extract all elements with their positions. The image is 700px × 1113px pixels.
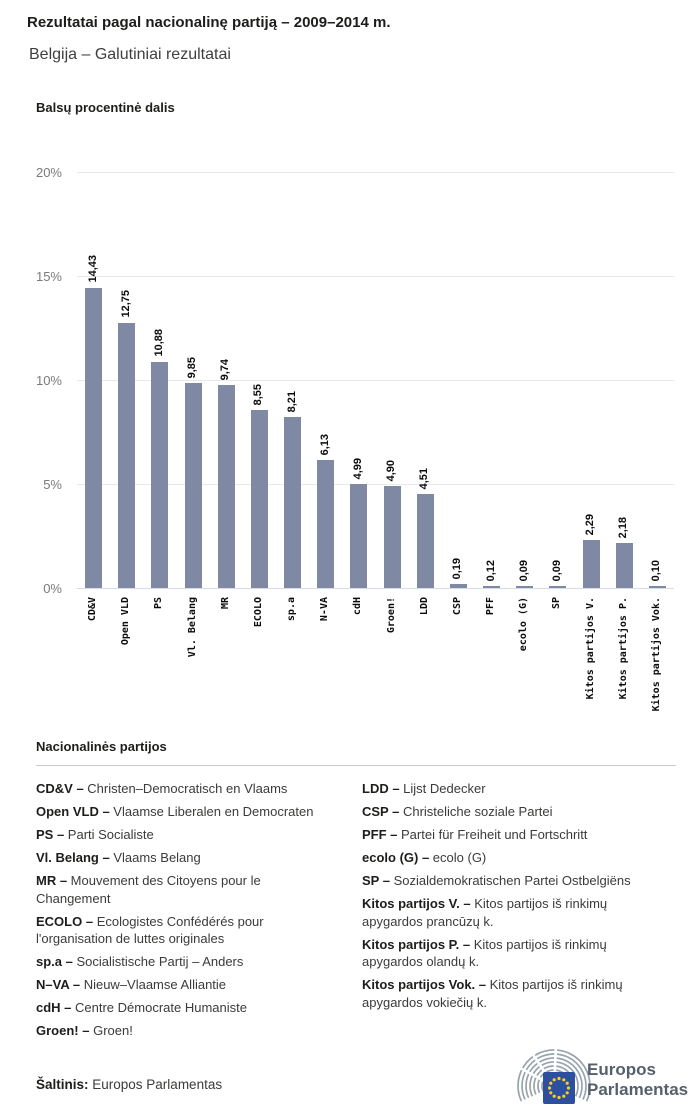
source-value: Europos Parlamentas [88,1077,223,1092]
plot-area [77,150,674,589]
bar[interactable] [185,383,202,588]
x-category-label: Groen! [385,597,397,634]
bar[interactable] [151,362,168,588]
source-label: Šaltinis: [36,1077,89,1092]
page-subtitle: Belgija – Galutiniai rezultatai [29,46,231,63]
x-category-label: Kitos partijos P. [617,597,629,700]
legend-item: CD&V – Christen–Democratisch en Vlaams [36,781,288,796]
bar-value-label: 0,09 [550,559,563,581]
x-category-label: CSP [451,597,463,616]
gridline [77,276,674,277]
bar[interactable] [549,586,566,588]
legend-item: N–VA – Nieuw–Vlaamse Alliantie [36,977,227,992]
legend-item: Groen! – Groen! [36,1023,133,1038]
legend-divider [36,765,676,766]
legend-column-left [36,780,338,1045]
legend-item: Open VLD – Vlaamse Liberalen en Democraten [36,804,314,819]
logo-text-line1: Europos [587,1060,656,1079]
x-category-label: Open VLD [120,597,132,646]
bar[interactable] [251,410,268,588]
x-category-label: CD&V [87,597,99,622]
bar[interactable] [649,586,666,588]
y-tick-label: 15% [35,269,62,284]
bar[interactable] [450,584,467,588]
bar-value-label: 8,21 [285,390,298,412]
bar-value-label: 4,99 [351,457,364,479]
bar-value-label: 14,43 [86,255,99,283]
bar[interactable] [284,417,301,588]
y-tick-label: 20% [35,165,62,180]
x-category-label: Vl. Belang [186,597,198,658]
bar-value-label: 10,88 [152,329,165,357]
x-category-label: ecolo (G) [518,597,530,652]
eu-flag-icon [543,1072,575,1104]
bar[interactable] [218,385,235,588]
legend-heading: Nacionalinės partijos [36,739,167,754]
legend-item: ecolo (G) – ecolo (G) [362,850,487,865]
bar-value-label: 2,29 [584,513,597,535]
bar[interactable] [417,494,434,588]
x-axis-labels [77,597,674,722]
bar[interactable] [118,323,135,588]
legend-item: sp.a – Socialistische Partij – Anders [36,954,244,969]
bar-value-label: 4,51 [418,467,431,489]
bar-value-label: 0,10 [650,559,663,581]
bar[interactable] [384,486,401,588]
bar[interactable] [317,460,334,588]
bar[interactable] [85,288,102,588]
legend-item: MR – Mouvement des Citoyens pour le Changement [36,873,261,906]
x-category-label: PS [153,597,165,610]
bar-value-label: 0,12 [484,559,497,581]
x-category-label: MR [219,597,231,610]
bar[interactable] [516,586,533,588]
legend-item: Kitos partijos Vok. – Kitos partijos iš rinkimų apygardos vokiečių k. [362,977,623,1010]
bar-value-label: 12,75 [119,290,132,318]
x-category-label: PFF [485,597,497,616]
european-parliament-logo-icon [510,1044,690,1108]
y-tick-label: 5% [43,477,62,492]
legend-column-right [362,780,670,1017]
y-axis-labels [0,150,62,596]
source-line [36,1077,222,1092]
chart-section-label: Balsų procentinė dalis [36,100,175,115]
y-tick-label: 10% [35,373,62,388]
legend-item: Kitos partijos V. – Kitos partijos iš rinkimų apygardos prancūzų k. [362,896,608,929]
x-category-label: Kitos partijos V. [584,597,596,700]
legend-item: LDD – Lijst Dedecker [362,781,486,796]
x-category-label: cdH [352,597,364,616]
bar[interactable] [583,540,600,588]
x-category-label: LDD [418,597,430,616]
bar-value-label: 0,09 [517,559,530,581]
bar-value-label: 0,19 [451,557,464,579]
page-title: Rezultatai pagal nacionalinę partiją – 2009–2014 m. [27,14,391,31]
legend-item: Vl. Belang – Vlaams Belang [36,850,201,865]
x-category-label: sp.a [286,597,298,622]
legend-item: PFF – Partei für Freiheit und Fortschritt [362,827,588,842]
bar[interactable] [483,586,500,588]
bar-value-label: 9,85 [186,356,199,378]
legend-item: PS – Parti Socialiste [36,827,154,842]
bar-value-label: 9,74 [219,358,232,380]
logo-text-line2: Parlamentas [587,1080,689,1099]
x-category-label: SP [551,597,563,610]
legend-item: SP – Sozialdemokratischen Partei Ostbelgiëns [362,873,631,888]
bar-value-label: 2,18 [617,516,630,538]
y-tick-label: 0% [43,581,62,596]
bar[interactable] [616,543,633,588]
legend-item: ECOLO – Ecologistes Confédérés pour l'organisation de luttes originales [36,913,264,946]
legend-item: CSP – Christeliche soziale Partei [362,804,553,819]
bar-value-label: 8,55 [252,383,265,405]
x-category-label: ECOLO [252,597,264,628]
bar[interactable] [350,484,367,588]
legend-item: Kitos partijos P. – Kitos partijos iš rinkimų apygardos olandų k. [362,936,607,969]
legend-item: cdH – Centre Démocrate Humaniste [36,1000,247,1015]
x-category-label: N-VA [319,597,331,622]
x-category-label: Kitos partijos Vok. [650,597,662,712]
bar-value-label: 6,13 [318,433,331,455]
gridline [77,172,674,173]
gridline [77,588,674,589]
bar-value-label: 4,90 [385,459,398,481]
